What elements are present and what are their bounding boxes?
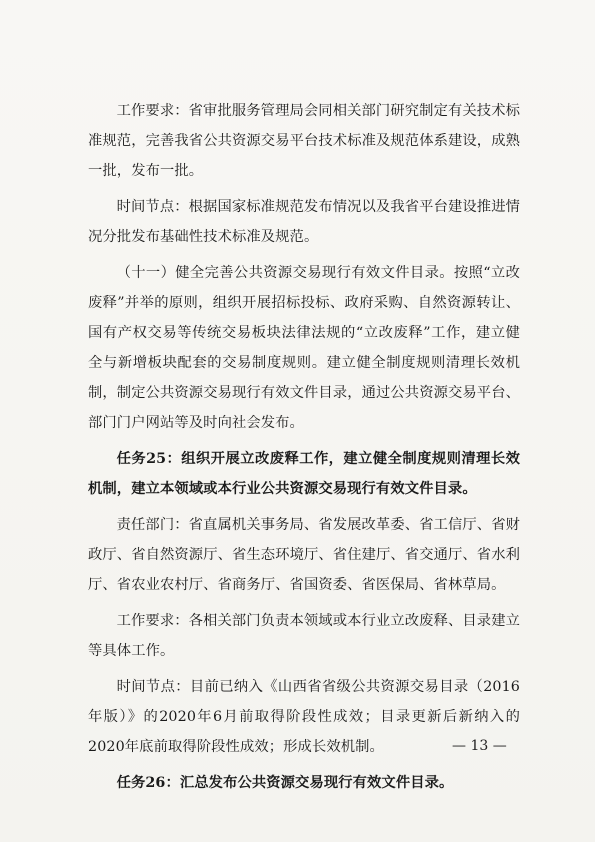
paragraph-task-25: 任务25：组织开展立改废释工作，建立健全制度规则清理长效机制，建立本领域或本行业公共资源交易现行有效文件目录。 — [88, 451, 520, 497]
paragraph-section-eleven: （十一）健全完善公共资源交易现行有效文件目录。按照“立改废释”并举的原则，组织开展招标投标、政府采购、自然资源转让、国有产权交易等传统交易板块法律法规的“立改废释”工作，建立健全与新增板块配套的交易制度规则。建立健全制度规则清理长效机制，制定公共资源交易现行有效文件目录，通过公共资源交易平台、部门门户网站等及时向社会发布。 — [88, 265, 520, 431]
paragraph-time-node-catalog: 时间节点：目前已纳入《山西省省级公共资源交易目录（2016年版）》的2020年6月前取得阶段性成效；目录更新后新纳入的2020年底前取得阶段性成效；形成长效机制。 — [88, 679, 520, 755]
document-body — [88, 96, 520, 804]
paragraph-time-node-standards: 时间节点：根据国家标准规范发布情况以及我省平台建设推进情况分批发布基础性技术标准及规范。 — [88, 199, 520, 245]
paragraph-work-requirement-standards: 工作要求：省审批服务管理局会同相关部门研究制定有关技术标准规范，完善我省公共资源交易平台技术标准及规范体系建设，成熟一批，发布一批。 — [88, 103, 520, 179]
paragraph-responsible-departments: 责任部门：省直属机关事务局、省发展改革委、省工信厅、省财政厅、省自然资源厅、省生态环境厅、省住建厅、省交通厅、省水利厅、省农业农村厅、省商务厅、省国资委、省医保局、省林草局。 — [88, 517, 520, 593]
paragraph-work-requirement-departments: 工作要求：各相关部门负责本领域或本行业立改废释、目录建立等具体工作。 — [88, 613, 520, 659]
paragraph-task-26: 任务26：汇总发布公共资源交易现行有效文件目录。 — [116, 775, 454, 791]
page-number: — 13 — — [452, 738, 507, 754]
